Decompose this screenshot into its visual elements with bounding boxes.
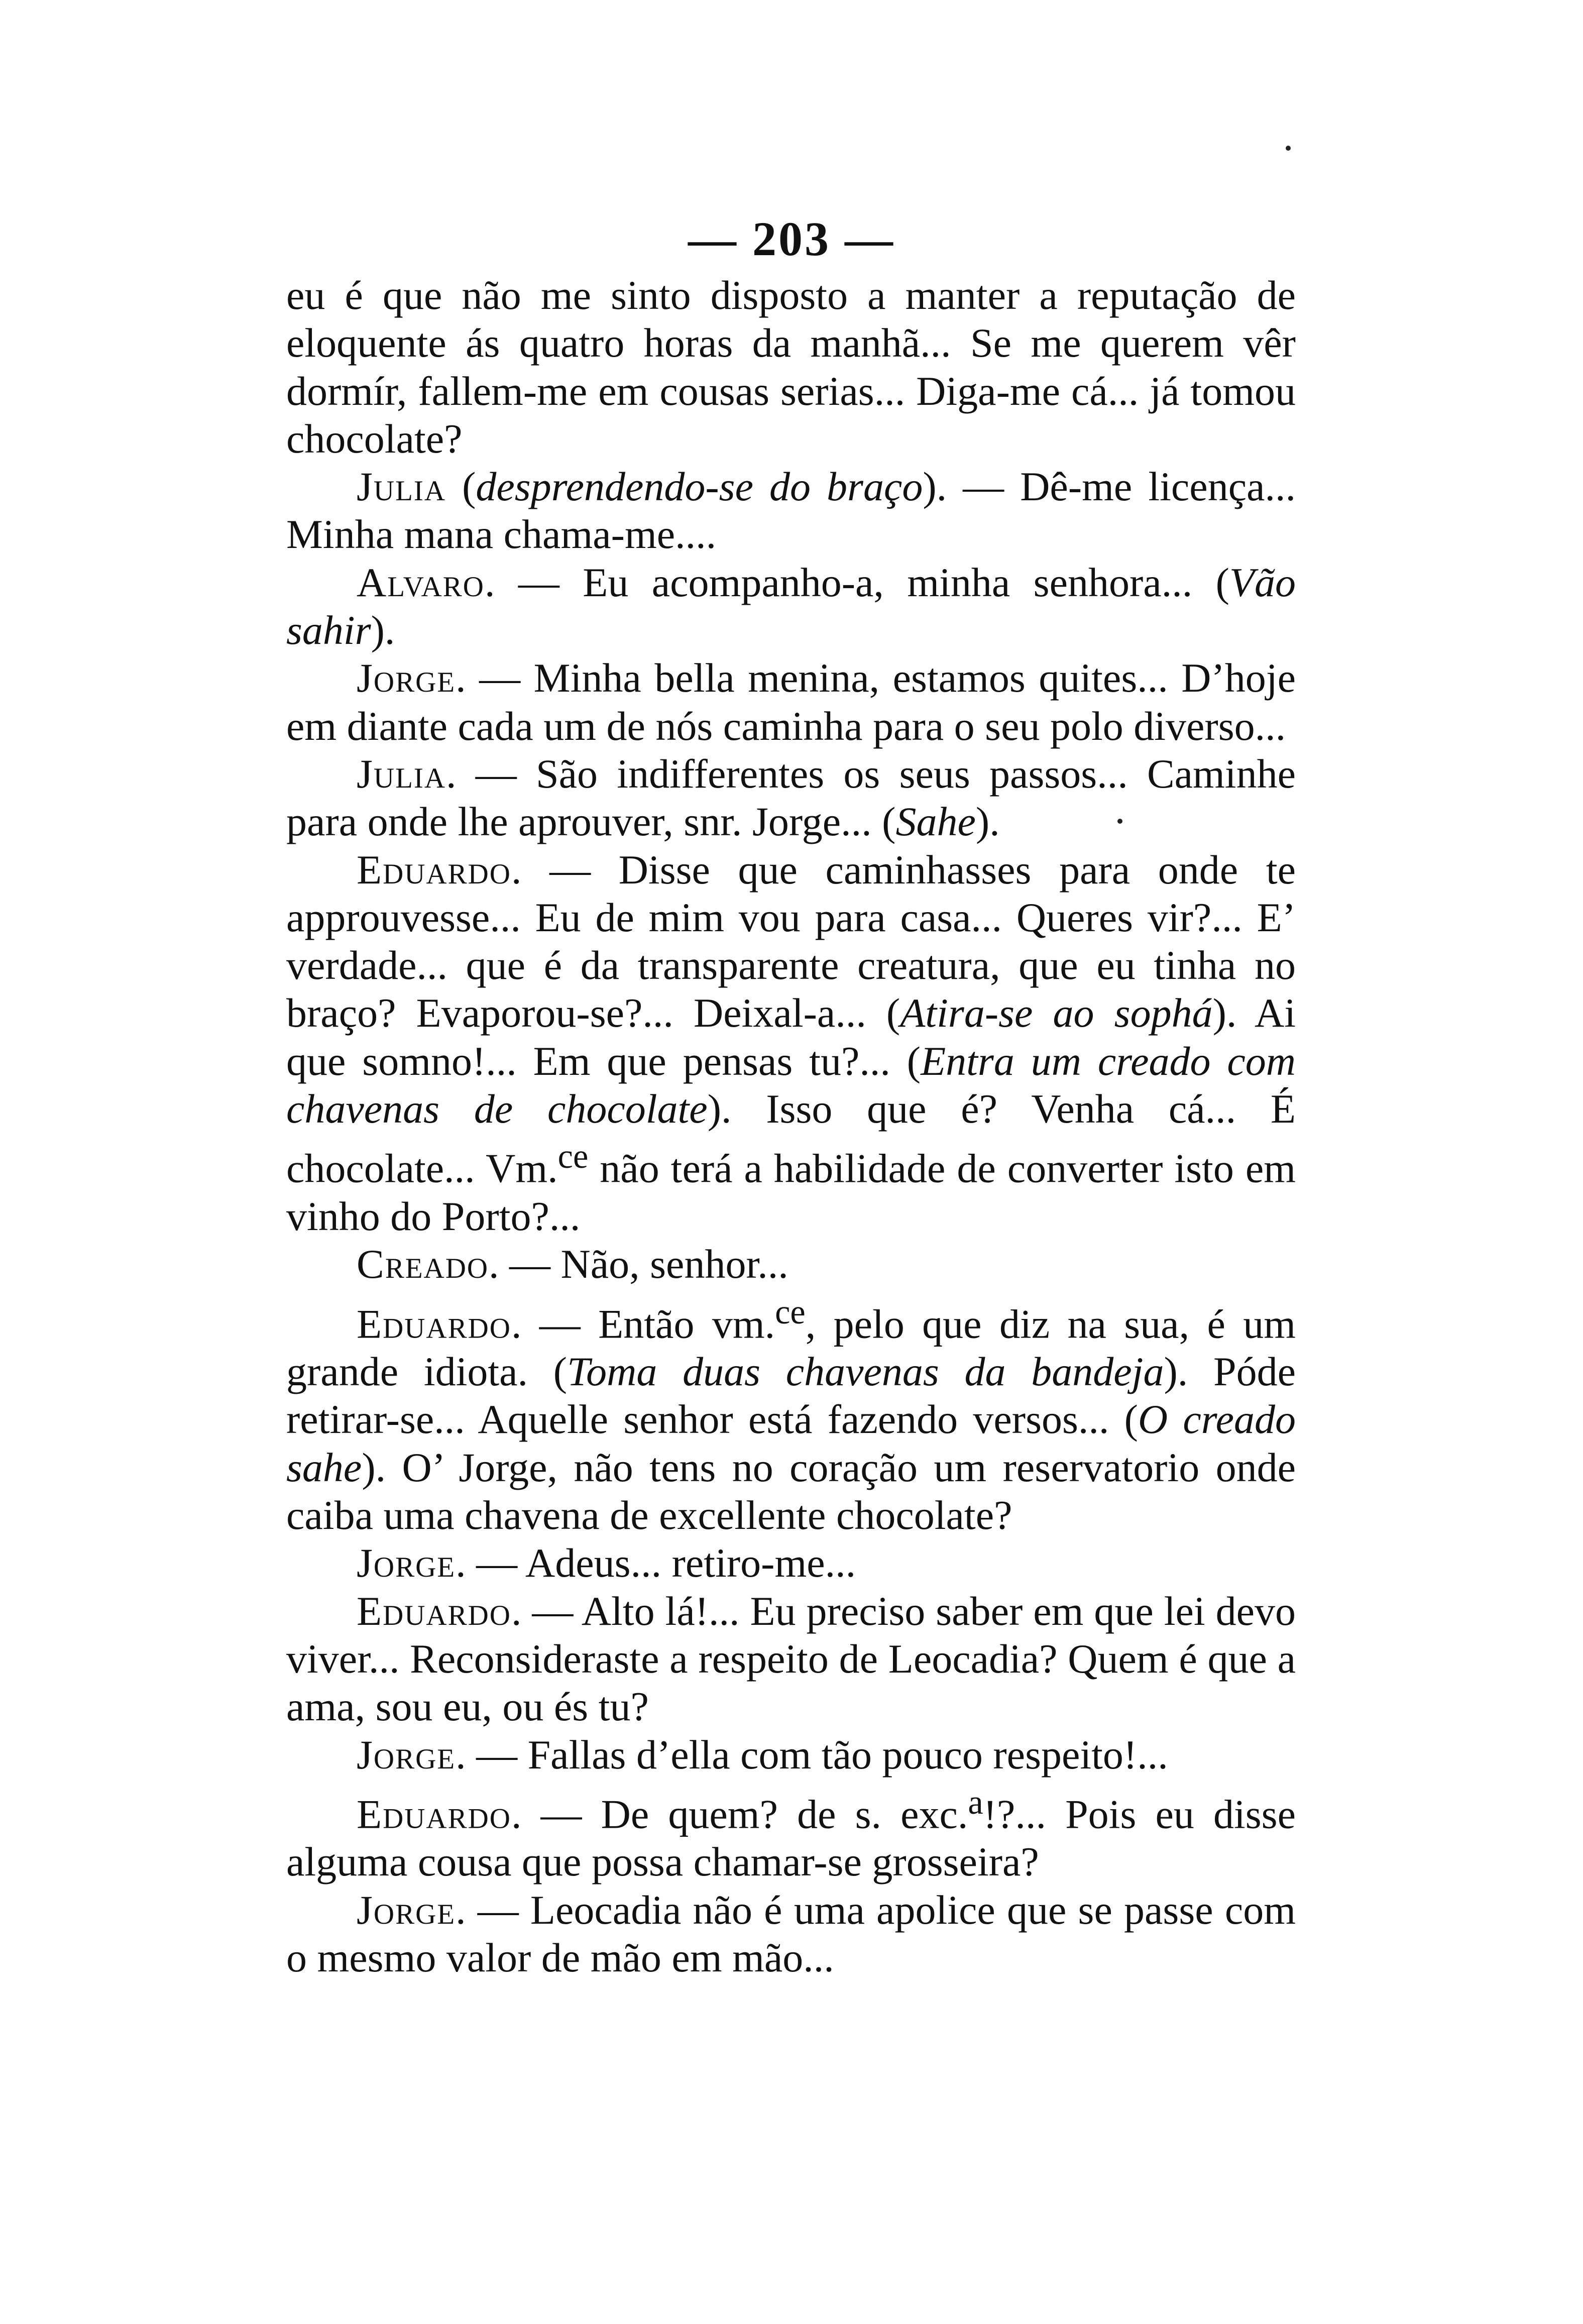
paragraph <box>286 1886 1296 1982</box>
paragraph <box>286 750 1296 846</box>
text-run: ). Ai que somno!... Em que pensas tu?... ( <box>286 990 1296 1084</box>
speaker-name: Alvaro <box>357 559 485 605</box>
text-run: . — De quem? de s. exc. <box>511 1791 968 1837</box>
text-run: . — Disse que caminhasses para onde te approuvesse... Eu de mim vou para casa... Queres vir?... E’ verdade... que é da transparente creatura, que eu tinha no braço? Evaporou-se?... Deixal-a... ( <box>286 846 1296 1036</box>
body-text <box>286 271 1296 1981</box>
text-run: . — Adeus... retiro-me... <box>456 1540 856 1586</box>
speaker-name: Jorge <box>357 1887 456 1933</box>
text-run: . — Minha bella menina, estamos quites... D’hoje em diante cada um de nós caminha para o seu polo diverso... <box>286 655 1296 749</box>
paragraph <box>286 1731 1296 1779</box>
stage-direction: Sahe <box>895 799 976 845</box>
text-run: ). <box>371 607 395 653</box>
paragraph <box>286 1240 1296 1288</box>
text-run: ). Isso que é? Venha cá... É chocolate... Vm. <box>286 1086 1296 1191</box>
speaker-name: Eduardo <box>357 846 511 893</box>
superscript: ce <box>557 1137 589 1176</box>
text-run: não terá a habilidade de converter isto em vinho do Porto?... <box>286 1145 1296 1239</box>
speaker-name: Julia <box>357 464 446 510</box>
paragraph <box>286 846 1296 1241</box>
stage-direction: desprendendo-se do braço <box>476 464 923 510</box>
text-run: . — Então vm. <box>511 1300 775 1347</box>
superscript: a <box>968 1783 983 1821</box>
text-run: , pelo que diz na sua, é um grande idiota. ( <box>286 1300 1296 1395</box>
text-run: . — Não, senhor... <box>489 1241 788 1287</box>
text-run: ). <box>975 799 1000 845</box>
print-speck <box>1286 146 1291 151</box>
stage-direction: Toma duas chavenas da bandeja <box>567 1349 1164 1395</box>
text-run: ). O’ Jorge, não tens no coração um reservatorio onde caiba uma chavena de excellente chocolate? <box>286 1444 1296 1538</box>
paragraph <box>286 271 1296 463</box>
text-run: . — São indifferentes os seus passos... Caminhe para onde lhe aprouver, snr. Jorge... ( <box>286 750 1296 845</box>
text-run: ). Póde retirar-se... Aquelle senhor está fazendo versos... ( <box>286 1349 1296 1443</box>
speaker-name: Julia <box>357 750 446 797</box>
text-run: ( <box>446 464 476 510</box>
text-run: . — Alto lá!... Eu preciso saber em que lei devo viver... Reconsideraste a respeito de Leocadia? Quem é que a ama, sou eu, ou és tu? <box>286 1588 1296 1730</box>
text-run: . — Fallas d’ella com tão pouco respeito!... <box>456 1731 1168 1778</box>
text-run: . — Leocadia não é uma apolice que se passe com o mesmo valor de mão em mão... <box>286 1887 1296 1981</box>
speaker-name: Eduardo <box>357 1300 511 1347</box>
stage-direction: Atira-se ao sophá <box>900 990 1213 1036</box>
stage-direction: O creado sahe <box>286 1396 1296 1490</box>
speaker-name: Creado <box>357 1241 489 1287</box>
text-run: !?... Pois eu disse alguma cousa que possa chamar-se grosseira? <box>286 1791 1296 1885</box>
paragraph <box>286 463 1296 559</box>
page-number: — 203 — <box>688 212 895 266</box>
speaker-name: Jorge <box>357 1540 456 1586</box>
paragraph <box>286 1539 1296 1587</box>
paragraph <box>286 559 1296 654</box>
paragraph <box>286 1779 1296 1886</box>
paragraph <box>286 1288 1296 1539</box>
speaker-name: Jorge <box>357 655 456 701</box>
superscript: ce <box>775 1292 806 1331</box>
stage-direction: Vão sahir <box>286 559 1296 653</box>
speaker-name: Jorge <box>357 1731 456 1778</box>
stage-direction: Entra um creado com chavenas de chocolate <box>286 1038 1296 1132</box>
speaker-name: Eduardo <box>357 1791 511 1837</box>
text-run: . — Eu acompanho-a, minha senhora... ( <box>484 559 1229 605</box>
paragraph <box>286 654 1296 750</box>
speaker-name: Eduardo <box>357 1588 511 1634</box>
text-run: ). — Dê-me licença... Minha mana chama-me.... <box>286 464 1296 558</box>
text-run: eu é que não me sinto disposto a manter a reputação de eloquente ás quatro horas da manhã... Se me querem vêr dormír, fallem-me em cousas serias... Diga-me cá... já tomou chocolate? <box>286 272 1296 462</box>
paragraph <box>286 1587 1296 1731</box>
